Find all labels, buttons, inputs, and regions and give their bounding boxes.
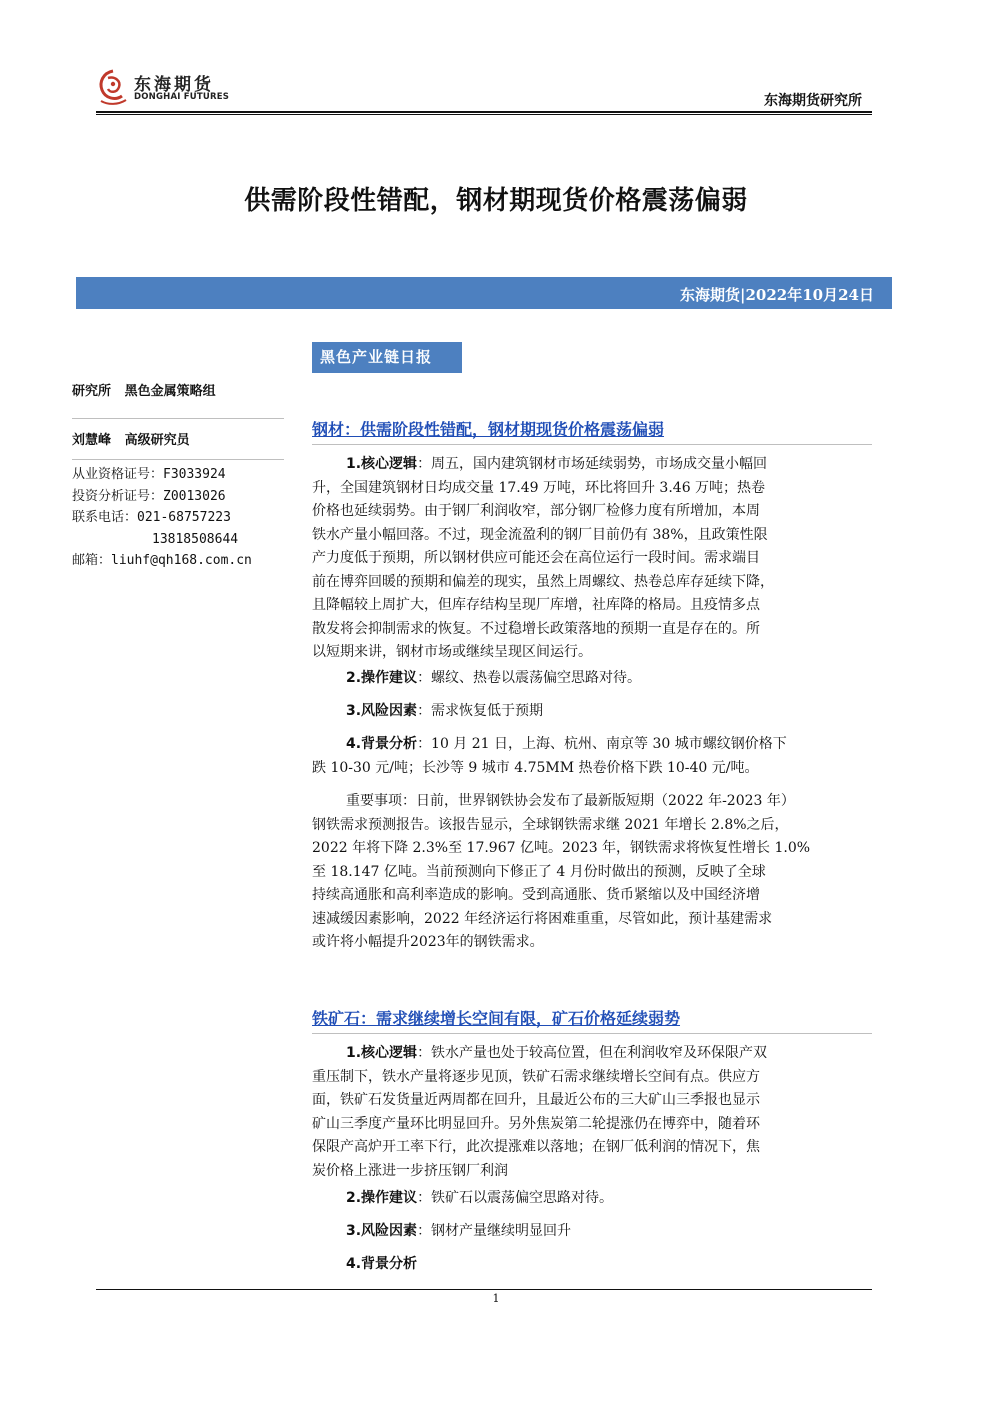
steel-risk-label: 3.风险因素 <box>346 703 418 719</box>
paragraph-line: 铁水产量小幅回落。不过，现金流盈利的钢厂目前仍有 38%，且政策性限 <box>312 526 768 543</box>
paragraph-line: 或许将小幅提升2023年的钢铁需求。 <box>312 934 544 950</box>
paragraph-line: 重压制下，铁水产量将逐步见顶，铁矿石需求继续增长空间有点。供应方 <box>312 1068 760 1085</box>
steel-core-label: 1.核心逻辑 <box>346 456 418 472</box>
research-team: 研究所 黑色金属策略组 <box>72 384 216 399</box>
date-banner <box>76 277 892 309</box>
paragraph-line: 保限产高炉开工率下行，此次提涨难以落地；在钢厂低利润的情况下，焦 <box>312 1139 760 1155</box>
paragraph-line: 至 18.147 亿吨。当前预测向下修正了 4 月份时做出的预测，反映了全球 <box>312 863 766 880</box>
analysis-certificate-number: 投资分析证号：Z0013026 <box>72 488 226 504</box>
logo-swirl-icon <box>96 68 130 106</box>
logo-english-name: DONGHAI FUTURES <box>134 92 230 102</box>
company-logo <box>96 66 236 110</box>
paragraph-line: 且降幅较上周扩大，但库存结构呈现厂库增，社库降的格局。且疫情多点 <box>312 597 760 613</box>
steel-op-label: 2.操作建议 <box>346 670 418 686</box>
iron-ore-risk-factor <box>312 1220 870 1244</box>
iron-ore-bg-label: 4.背景分析 <box>346 1256 418 1272</box>
logo-chinese-name: 东海期货 <box>134 75 214 95</box>
steel-risk-text: ：需求恢复低于预期 <box>417 703 544 719</box>
iron-ore-risk-text: ：钢材产量继续明显回升 <box>417 1223 572 1239</box>
header-rule-thin <box>96 114 872 115</box>
section-rule <box>312 444 872 445</box>
paragraph-line: 散发将会抑制需求的恢复。不过稳增长政策落地的预期一直是存在的。所 <box>312 620 760 637</box>
paragraph-line: 面，铁矿石发货量近两周都在回升，且最近公布的三大矿山三季报也显示 <box>312 1092 760 1108</box>
paragraph-line: ：10 月 21 日，上海、杭州、南京等 30 城市螺纹钢价格下 <box>417 736 787 752</box>
contact-phone: 联系电话：021-68757223 <box>72 510 231 525</box>
steel-risk-factor <box>312 700 870 724</box>
steel-core-logic <box>312 453 870 665</box>
header-rule <box>96 111 872 113</box>
steel-section-header <box>312 417 872 445</box>
institute-name: 东海期货研究所 <box>764 93 862 109</box>
sidebar-divider <box>72 459 284 460</box>
author-sidebar <box>72 380 284 572</box>
paragraph-line: ：周五，国内建筑钢材市场延续弱势，市场成交量小幅回 <box>417 456 768 472</box>
iron-ore-section-header <box>312 1006 872 1034</box>
iron-ore-risk-label: 3.风险因素 <box>346 1223 418 1239</box>
steel-operation-advice <box>312 667 870 691</box>
iron-ore-section-heading: 铁矿石：需求继续增长空间有限，矿石价格延续弱势 <box>312 1009 681 1028</box>
analyst-name: 刘慧峰 高级研究员 <box>72 433 190 448</box>
report-title: 供需阶段性错配，钢材期现货价格震荡偏弱 <box>244 186 748 216</box>
iron-ore-op-label: 2.操作建议 <box>346 1190 418 1206</box>
paragraph-line: 价格也延续弱势。由于钢厂利润收窄，部分钢厂检修力度有所增加，本周 <box>312 503 760 519</box>
date-banner-text: 东海期货|2022年10月24日 <box>680 286 874 304</box>
footer-rule <box>96 1289 872 1290</box>
steel-important-notes <box>312 790 870 955</box>
iron-ore-core-logic <box>312 1042 870 1183</box>
iron-ore-core-label: 1.核心逻辑 <box>346 1045 418 1061</box>
paragraph-line: 跌 10-30 元/吨；长沙等 9 城市 4.75MM 热卷价格下跌 10-40 元/吨。 <box>312 759 759 776</box>
iron-ore-background <box>312 1253 870 1277</box>
paragraph-line: 速减缓因素影响，2022 年经济运行将困难重重，尽管如此，预计基建需求 <box>312 910 773 927</box>
contact-mobile: 13818508644 <box>152 531 239 547</box>
paragraph-line: 前在博弈回暖的预期和偏差的现实，虽然上周螺纹、热卷总库存延续下降， <box>312 573 774 590</box>
paragraph-line: 以短期来讲，钢材市场或继续呈现区间运行。 <box>312 644 592 660</box>
paragraph-line: 2022 年将下降 2.3%至 17.967 亿吨。2023 年，钢铁需求将恢复性增长 1.0% <box>312 840 811 856</box>
paragraph-line: 炭价格上涨进一步挤压钢厂利润 <box>312 1162 508 1179</box>
steel-background <box>312 733 870 780</box>
iron-ore-op-text: ：铁矿石以震荡偏空思路对待。 <box>417 1190 614 1206</box>
paragraph-line: 矿山三季度产量环比明显回升。另外焦炭第二轮提涨仍在博弈中，随着环 <box>312 1115 760 1132</box>
steel-bg-label: 4.背景分析 <box>346 736 418 752</box>
section-rule <box>312 1033 872 1034</box>
paragraph-line: 产力度低于预期，所以钢材供应可能还会在高位运行一段时间。需求端目 <box>312 550 760 566</box>
report-type-tag: 黑色产业链日报 <box>312 342 462 373</box>
qualification-number: 从业资格证号：F3033924 <box>72 467 226 482</box>
paragraph-line: 持续高通胀和高利率造成的影响。受到高通胀、货币紧缩以及中国经济增 <box>312 887 760 903</box>
paragraph-line: 升，全国建筑钢材日均成交量 17.49 万吨，环比将回升 3.46 万吨；热卷 <box>312 479 766 496</box>
paragraph-line: ：铁水产量也处于较高位置，但在利润收窄及环保限产双 <box>417 1045 768 1061</box>
sidebar-divider <box>72 418 284 419</box>
paragraph-line: 重要事项：日前，世界钢铁协会发布了最新版短期（2022 年-2023 年） <box>346 793 795 809</box>
iron-ore-operation-advice <box>312 1187 870 1211</box>
steel-op-text: ：螺纹、热卷以震荡偏空思路对待。 <box>417 670 642 686</box>
page-number: 1 <box>492 1292 500 1305</box>
contact-email: 邮箱：liuhf@qh168.com.cn <box>72 553 252 568</box>
steel-section-heading: 钢材：供需阶段性错配，钢材期现货价格震荡偏弱 <box>312 420 665 439</box>
paragraph-line: 钢铁需求预测报告。该报告显示，全球钢铁需求继 2021 年增长 2.8%之后， <box>312 816 789 833</box>
